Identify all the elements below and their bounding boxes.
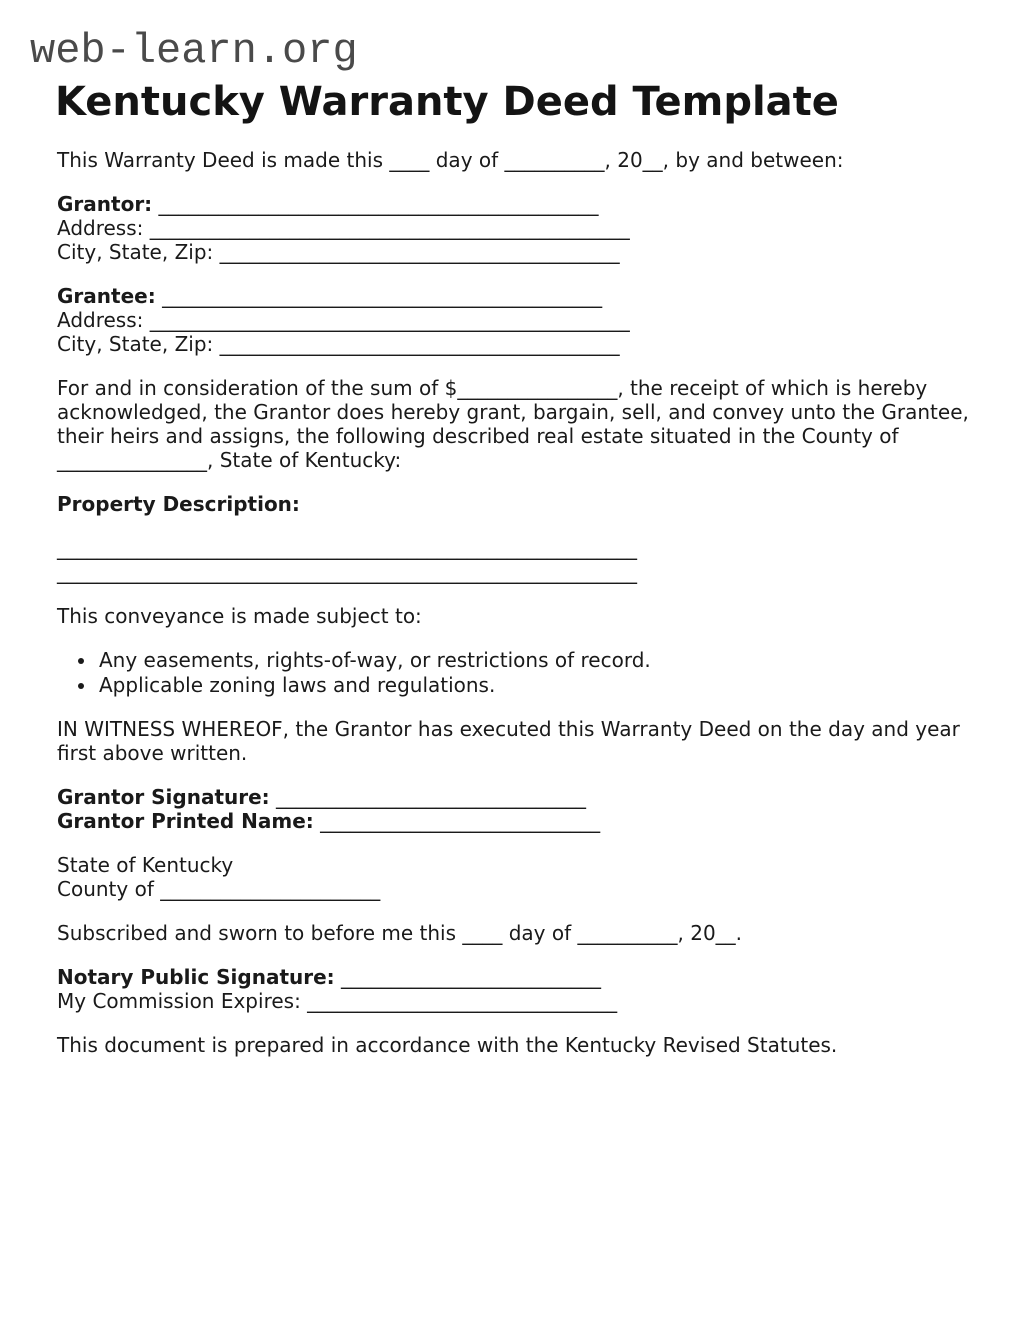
conveyance-list: [57, 648, 975, 697]
grantee-address-label: Address:: [57, 308, 144, 332]
conveyance-intro: This conveyance is made subject to:: [57, 604, 422, 628]
grantee-city-state-zip-label: City, State, Zip:: [57, 332, 214, 356]
state-of-kentucky-line: State of Kentucky: [57, 853, 234, 877]
grantor-signature-label: Grantor Signature:: [57, 785, 270, 809]
county-of-label: County of: [57, 877, 154, 901]
commission-expires-label: My Commission Expires:: [57, 989, 301, 1013]
grantor-name-blank: ____________________________________________: [158, 192, 599, 216]
grantor-block: [57, 192, 975, 264]
grantor-signature-blank: _______________________________: [276, 785, 587, 809]
grantor-printed-name-blank: ____________________________: [320, 809, 601, 833]
grantee-address-blank: ________________________________________________: [149, 308, 630, 332]
property-description-line-2: __________________________________________________________: [57, 560, 637, 584]
page-title: Kentucky Warranty Deed Template: [55, 79, 839, 125]
property-description-line-1: __________________________________________________________: [57, 536, 637, 560]
grantor-label: Grantor:: [57, 192, 153, 216]
commission-expires-blank: _______________________________: [307, 989, 618, 1013]
consideration-paragraph: For and in consideration of the sum of $________________, the receipt of which is hereby acknowledged, the Grantor does hereby grant, bargain, sell, and convey unto the Grantee, their heirs and assigns, the following described real estate situated in the County of _______________, State of Kentucky:: [57, 376, 969, 472]
footer-note: This document is prepared in accordance with the Kentucky Revised Statutes.: [57, 1033, 838, 1057]
grantee-label: Grantee:: [57, 284, 156, 308]
grantor-city-state-zip-label: City, State, Zip:: [57, 240, 214, 264]
grantor-printed-name-label: Grantor Printed Name:: [57, 809, 314, 833]
notary-venue-block: [57, 853, 975, 901]
grantee-city-state-zip-blank: ________________________________________: [219, 332, 620, 356]
conveyance-item: • Applicable zoning laws and regulations.: [97, 673, 975, 697]
grantee-block: [57, 284, 975, 356]
witness-paragraph: IN WITNESS WHEREOF, the Grantor has executed this Warranty Deed on the day and year first above written.: [57, 717, 960, 765]
grantor-city-state-zip-blank: ________________________________________: [219, 240, 620, 264]
intro-paragraph: This Warranty Deed is made this ____ day of __________, 20__, by and between:: [57, 148, 844, 172]
notary-signature-label: Notary Public Signature:: [57, 965, 335, 989]
notary-signature-blank: __________________________: [341, 965, 602, 989]
county-of-blank: ______________________: [160, 877, 381, 901]
grantor-address-blank: ________________________________________________: [149, 216, 630, 240]
property-description-blanks: [57, 536, 975, 584]
sworn-statement: Subscribed and sworn to before me this ____ day of __________, 20__.: [57, 921, 743, 945]
property-description-label: Property Description:: [57, 492, 300, 516]
grantee-name-blank: ____________________________________________: [162, 284, 603, 308]
grantor-signature-block: [57, 785, 975, 833]
conveyance-item: • Any easements, rights-of-way, or restrictions of record.: [97, 648, 975, 672]
property-description-heading: [57, 492, 975, 516]
grantor-address-label: Address:: [57, 216, 144, 240]
site-logo: web-learn.org: [30, 27, 358, 75]
notary-signature-block: [57, 965, 975, 1013]
